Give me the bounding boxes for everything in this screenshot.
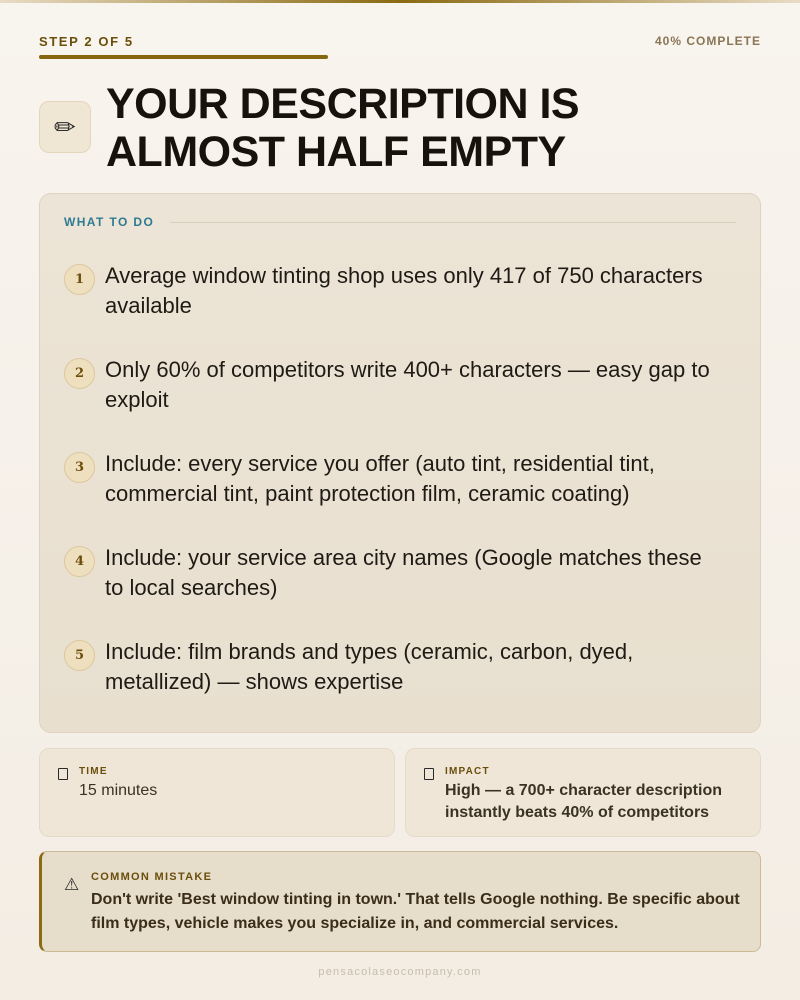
page-title: YOUR DESCRIPTION IS ALMOST HALF EMPTY xyxy=(106,80,580,176)
todo-list xyxy=(64,261,736,731)
list-item-text: Include: every service you offer (auto tint, residential tint, commercial tint, paint protection film, ceramic coating) xyxy=(105,451,655,506)
what-to-do-label: WHAT TO DO xyxy=(64,215,155,229)
what-to-do-card xyxy=(39,193,761,733)
warning-icon: ⚠ xyxy=(64,875,80,894)
time-value: 15 minutes xyxy=(79,782,158,799)
impact-card xyxy=(405,748,761,837)
step-number-badge: 3 xyxy=(64,452,95,483)
step-number-badge: 4 xyxy=(64,546,95,577)
list-item xyxy=(64,637,736,731)
time-label: TIME xyxy=(79,766,108,777)
common-mistake-card xyxy=(39,851,761,952)
mistake-text: Don't write 'Best window tinting in town.' That tells Google nothing. Be specific about film types, vehicle makes you specialize in, and commercial services. xyxy=(91,891,740,932)
progress-bar xyxy=(39,55,761,59)
list-item xyxy=(64,543,736,637)
list-item xyxy=(64,355,736,449)
list-item xyxy=(64,261,736,355)
progress-percent: 40% COMPLETE xyxy=(654,34,761,48)
list-item-text: Include: your service area city names (Google matches these to local searches) xyxy=(105,545,702,600)
pencil-icon: ✏ xyxy=(39,101,91,153)
step-number-badge: 2 xyxy=(64,358,95,389)
list-item-text: Average window tinting shop uses only 417 of 750 characters available xyxy=(105,263,703,318)
progress-bar-fill xyxy=(39,55,328,59)
impact-value: High — a 700+ character description instantly beats 40% of competitors xyxy=(445,782,722,821)
progress-header xyxy=(39,34,761,64)
step-label: STEP 2 OF 5 xyxy=(39,34,134,49)
list-item xyxy=(64,449,736,543)
heading-divider xyxy=(170,222,736,223)
what-to-do-heading xyxy=(64,215,736,231)
top-accent-rule xyxy=(0,0,800,3)
timer-icon xyxy=(58,768,68,780)
chart-icon xyxy=(424,768,434,780)
list-item-text: Only 60% of competitors write 400+ characters — easy gap to exploit xyxy=(105,357,710,412)
step-number-badge: 5 xyxy=(64,640,95,671)
footer-domain: pensacolaseocompany.com xyxy=(318,966,482,978)
mistake-label: COMMON MISTAKE xyxy=(91,871,213,883)
list-item-text: Include: film brands and types (ceramic, carbon, dyed, metallized) — shows expertise xyxy=(105,639,634,694)
step-number-badge: 1 xyxy=(64,264,95,295)
time-card xyxy=(39,748,395,837)
impact-label: IMPACT xyxy=(445,766,490,777)
title-row xyxy=(39,80,761,180)
